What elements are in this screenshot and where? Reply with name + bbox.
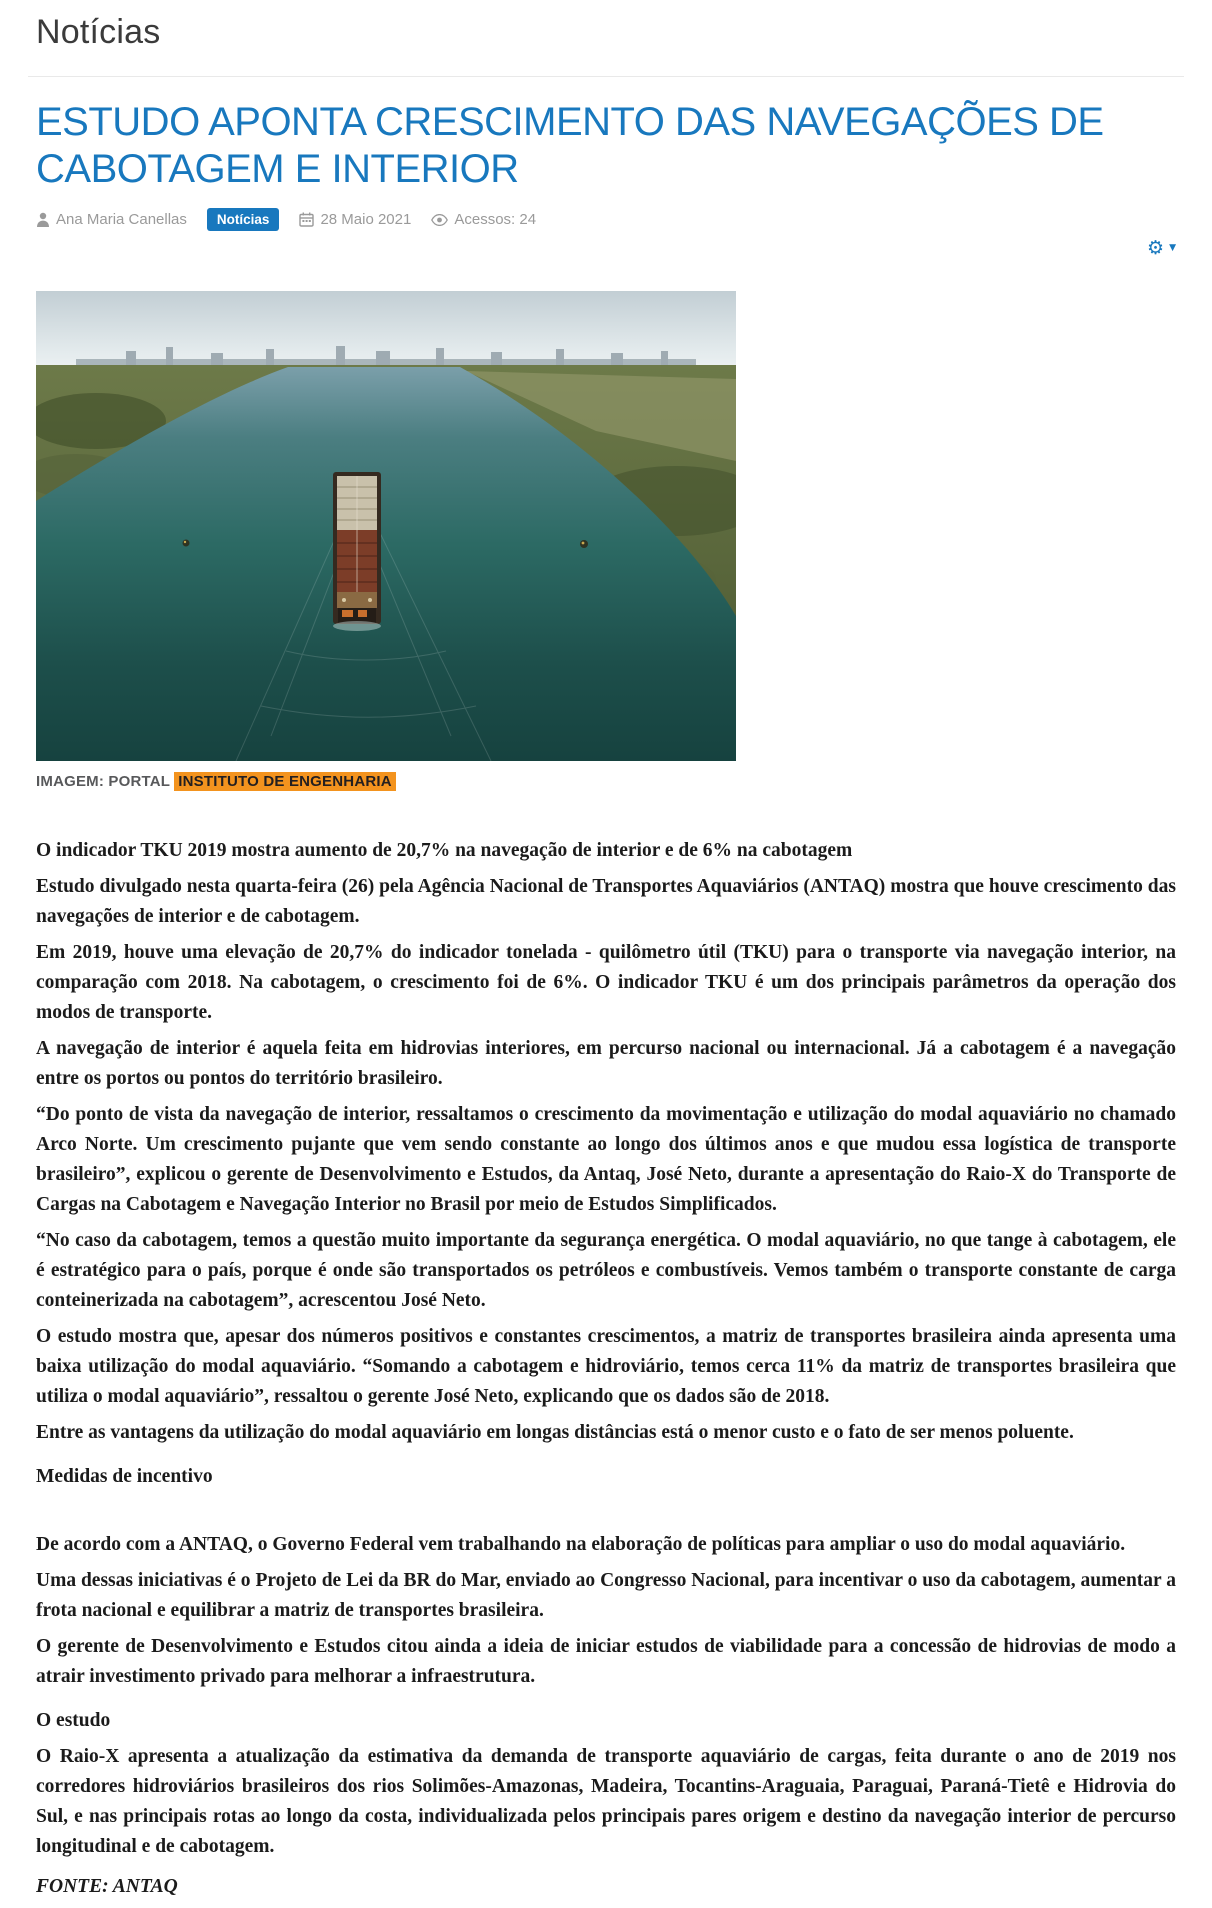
article-paragraph: “No caso da cabotagem, temos a questão muito importante da segurança energética. O modal aquaviário, no que tange à cabotagem, ele é estratégico para o país, porque é onde são transportados os petróleos e combustíveis. Vemos também o transporte constante de carga conteinerizada na cabotagem”, acrescentou José Neto. xyxy=(36,1230,1176,1312)
article-photo xyxy=(36,291,736,761)
views-count: Acessos: 24 xyxy=(454,211,537,229)
article-source: FONTE: ANTAQ xyxy=(36,1876,178,1898)
page-title: Notícias xyxy=(36,13,161,51)
calendar-icon xyxy=(299,212,314,227)
barge-convoy xyxy=(333,472,381,631)
author-name: Ana Maria Canellas xyxy=(56,211,187,229)
section-heading-o-estudo: O estudo xyxy=(36,1710,111,1732)
header-divider xyxy=(28,76,1184,77)
gear-icon: ⚙ xyxy=(1147,236,1165,259)
article-paragraph: “Do ponto de vista da navegação de interior, ressaltamos o crescimento da movimentação e utilização do modal aquaviário no chamado Arco Norte. Um crescimento pujante que vem sendo constante ao longo dos últimos anos e que mudou essa logística de transporte brasileiro”, explicou o gerente de Desenvolvimento e Estudos, da Antaq, José Neto, durante a apresentação do Raio-X do Transporte de Cargas na Cabotagem e Navegação Interior no Brasil por meio de Estudos Simplificados. xyxy=(36,1104,1176,1216)
publish-date: 28 Maio 2021 xyxy=(320,211,412,229)
article-toolbar xyxy=(36,235,1176,261)
category-badge[interactable]: Notícias xyxy=(207,208,280,231)
eye-icon xyxy=(431,214,448,226)
caption-prefix: IMAGEM: PORTAL xyxy=(36,773,175,791)
author-item xyxy=(36,211,187,228)
article-paragraph: O estudo mostra que, apesar dos números positivos e constantes crescimentos, a matriz de transportes brasileira ainda apresenta uma baixa utilização do modal aquaviário. “Somando a cabotagem e hidroviário, temos cerca 11% da matriz de transportes brasileira que utiliza o modal aquaviário”, ressaltou o gerente José Neto, explicando que os dados são de 2018. xyxy=(36,1326,1176,1408)
article-paragraph: Uma dessas iniciativas é o Projeto de Lei da BR do Mar, enviado ao Congresso Nacional, para incentivar o uso da cabotagem, aumentar a frota nacional e equilibrar a matriz de transportes brasileira. xyxy=(36,1570,1176,1622)
article-paragraph: Entre as vantagens da utilização do modal aquaviário em longas distâncias está o menor custo e o fato de ser menos poluente. xyxy=(36,1422,1074,1444)
article-body xyxy=(36,836,1176,1902)
page-container xyxy=(0,13,1212,1902)
user-icon xyxy=(36,212,50,227)
settings-dropdown-button[interactable] xyxy=(1147,236,1176,259)
section-heading-medidas: Medidas de incentivo xyxy=(36,1466,213,1488)
chevron-down-icon: ▼ xyxy=(1169,243,1176,254)
article-paragraph: O gerente de Desenvolvimento e Estudos citou ainda a ideia de iniciar estudos de viabilidade para a concessão de hidrovias de modo a atrair investimento privado para melhorar a infraestrutura. xyxy=(36,1636,1176,1688)
article-paragraph: Em 2019, houve uma elevação de 20,7% do indicador tonelada - quilômetro útil (TKU) para o transporte via navegação interior, na comparação com 2018. Na cabotagem, o crescimento foi de 6%. O indicador TKU é um dos principais parâmetros da operação dos modos de transporte. xyxy=(36,942,1176,1024)
article-paragraph: Estudo divulgado nesta quarta-feira (26) pela Agência Nacional de Transportes Aquaviários (ANTAQ) mostra que houve crescimento das navegações de interior e de cabotagem. xyxy=(36,876,1176,928)
article-paragraph: De acordo com a ANTAQ, o Governo Federal vem trabalhando na elaboração de políticas para ampliar o uso do modal aquaviário. xyxy=(36,1534,1126,1556)
article-title: ESTUDO APONTA CRESCIMENTO DAS NAVEGAÇÕES DE CABOTAGEM E INTERIOR xyxy=(36,100,1104,192)
article-paragraph: A navegação de interior é aquela feita em hidrovias interiores, em percurso nacional ou internacional. Já a cabotagem é a navegação entre os portos ou pontos do território brasileiro. xyxy=(36,1038,1176,1090)
date-item xyxy=(299,211,411,228)
article-meta xyxy=(36,208,1176,231)
caption-source-link[interactable]: INSTITUTO DE ENGENHARIA xyxy=(174,772,396,791)
image-caption xyxy=(36,773,1176,790)
article-lead: O indicador TKU 2019 mostra aumento de 20,7% na navegação de interior e de 6% na cabotagem xyxy=(36,840,853,862)
views-item xyxy=(431,211,536,228)
article-paragraph: O Raio-X apresenta a atualização da estimativa da demanda de transporte aquaviário de cargas, feita durante o ano de 2019 nos corredores hidroviários brasileiros dos rios Solimões-Amazonas, Madeira, Tocantins-Araguaia, Paraguai, Paraná-Tietê e Hidrovia do Sul, e nas principais rotas ao longo da costa, individualizada pelos principais pares origem e destino da navegação interior de percurso longitudinal e de cabotagem. xyxy=(36,1746,1176,1858)
